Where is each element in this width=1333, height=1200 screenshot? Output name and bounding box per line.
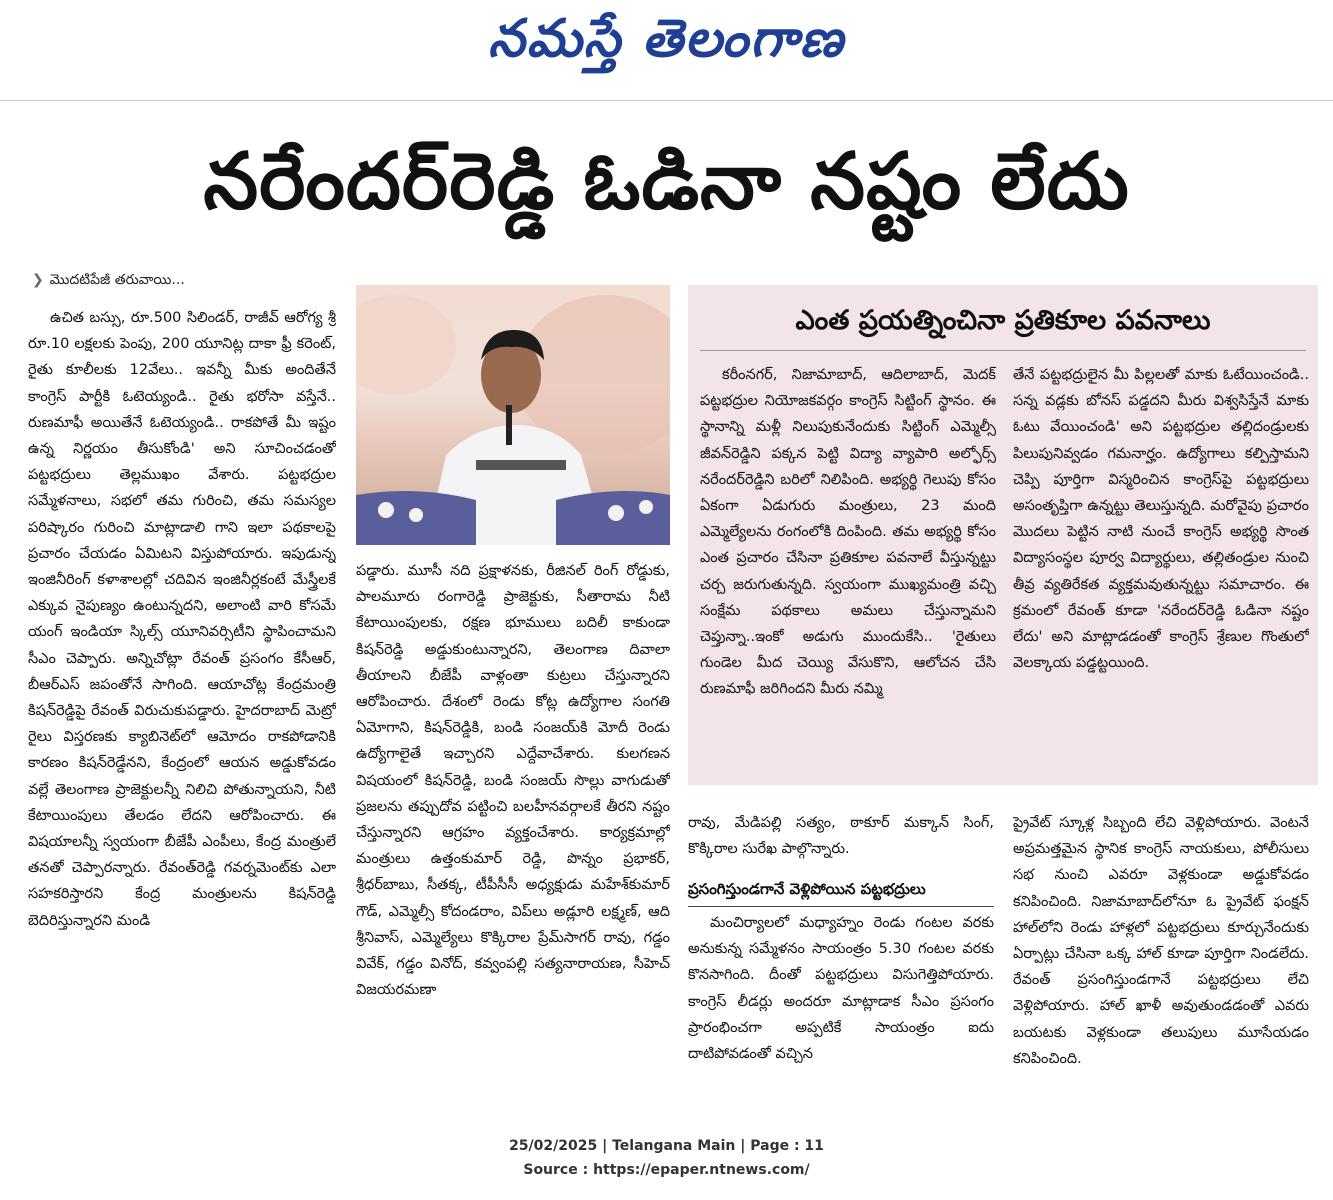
speaker-photo-illustration xyxy=(356,285,670,545)
chevron-right-icon: ❯ xyxy=(32,272,44,288)
masthead xyxy=(0,8,1333,80)
footer-date-line: 25/02/2025 | Telangana Main | Page : 11 xyxy=(509,1138,824,1154)
article-column-1-text: ఉచిత బస్సు, రూ.500 సిలిండర్, రాజీవ్ ఆరోగ్య శ్రీ రూ.10 లక్షలకు పెంపు, 200 యూనిట్ల దాకా ఫ్రీ కరెంట్, రైతు కూలీలకు 12వేలు.. ఇవన్నీ మీకు అందితేనే కాంగ్రెస్ పార్టీకి ఓటెయ్యండి.. రైతు భరోసా వస్తేనే.. రుణమాఫీ అయితేనే ఓటెయ్యండి.. రాకపోతే మీ ఇష్టం ఉన్న నిర్ణయం తీసుకోండి' అని సూచించడంతో పట్టభద్రులు తెల్లముఖం వేశారు. పట్టభద్రుల సమ్మేళనాలు, సభలో తమ గురించి, తమ సమస్యల పరిష్కారం గురించి మాట్లాడాలి గాని ఇలా పథకాలపై ప్రచారం చేయడం ఏమిటని విస్తుపోయారు. ఇపుడున్న ఇంజినీరింగ్ కళాశాలల్లో చదివిన ఇంజినీర్లకంటే మేస్త్రీలకే ఎక్కువ నైపుణ్యం ఉంటున్నదని, అలాంటి వారి కోసమే యంగ్ ఇండియా స్కిల్స్ యూనివర్సిటీని స్థాపించామని సీఎం చెప్పారు. అన్నిచోట్లా రేవంత్ ప్రసంగం కేసీఆర్, బీఆర్‌ఎస్ జపంతోనే సాగింది. ఆయాచోట్ల కేంద్రమంత్రి కిషన్‌రెడ్డిపై రేవంత్ విరుచుకుపడ్డారు. హైదరాబాద్ మెట్రో రైలు విస్తరణకు క్యాబినెట్‌లో ఆమోదం రాకపోడానికి కారణం కిషన్‌రెడ్డేనని, కేంద్రంలో ఆయన అడ్డుకోవడం వల్లే తెలంగాణ ప్రాజెక్టులన్నీ నిలిచి పోతున్నాయని, నీటి కేటాయింపులు తేలడం లేదని ఆరోపించారు. ఈ విషయాలన్నీ స్వయంగా బీజేపీ ఎంపీలు, కేంద్ర మంత్రులే తనతో చెప్పారన్నారు. రేవంత్‌రెడ్డి గవర్నమెంట్‌కు ఎలా సహకరిస్తారని కేంద్ర మంత్రులను కిషన్‌రెడ్డి బెదిరిస్తున్నారని మండి xyxy=(28,310,336,929)
headline: నరేందర్‌రెడ్డి ఓడినా నష్టం లేదు xyxy=(203,137,1130,227)
article-column-4-text: ప్రైవేట్ స్కూళ్ల సిబ్బంది లేచి వెళ్లిపోయారు. వెంటనే అప్రమత్తమైన స్థానిక కాంగ్రెస్ నాయకులు, పోలీసులు సభ నుంచి ఎవరూ వెళ్లకుండా అడ్డుకోవడం కనిపించింది. నిజామాబాద్‌లోనూ ఓ ప్రైవేట్ ఫంక్షన్ హాల్‌లోని రెండు హాళ్లలో పట్టభద్రులు కూర్చునేందుకు ఏర్పాట్లు చేసినా ఒక్క హాల్ కూడా పూర్తిగా నిండలేదు. రేవంత్ ప్రసంగిస్తుండగానే పట్టభద్రులు లేచి వెళ్లిపోయారు. హాల్ ఖాళీ అవుతుండడంతో ఎవరు బయటకు వెళ్లకుండా తలుపులు మూసేయడం కనిపించింది. xyxy=(1013,815,1309,1067)
article-column-2-text: పడ్డారు. మూసీ నది ప్రక్షాళనకు, రీజినల్ రింగ్ రోడ్డుకు, పాలమూరు రంగారెడ్డి ప్రాజెక్టుకు, సీతారామ నీటి కేటాయింపులకు, రక్షణ భూములు బదిలీ కాకుండా కిషన్‌రెడ్డి అడ్డుకుంటున్నారని, తెలంగాణ దివాలా తీయాలని బీజేపీ వాళ్లంతా కుట్రలు చేస్తున్నారని ఆరోపించారు. దేశంలో రెండు కోట్ల ఉద్యోగాల సంగతి ఏమోగాని, కిషన్‌రెడ్డికి, బండి సంజయ్‌కి మోదీ రెండు ఉద్యోగాలైతే ఇచ్చారని ఎద్దేవాచేశారు. కులగణన విషయంలో కిషన్‌రెడ్డి, బండి సంజయ్ సొల్లు వాగుడుతో ప్రజలను తప్పుదోవ పట్టించి బలహీనవర్గాలకే తీరని నష్టం చేస్తున్నారని ఆగ్రహం వ్యక్తంచేశారు. కార్యక్రమాల్లో మంత్రులు ఉత్తంకుమార్ రెడ్డి, పొన్నం ప్రభాకర్, శ్రీధర్‌బాబు, సీతక్క, టీపీసీసీ అధ్యక్షుడు మహేశ్‌కుమార్ గౌడ్, ఎమ్మెల్సీ కోదండరాం, విప్‌లు అడ్లూరి లక్ష్మణ్, ఆది శ్రీనివాస్, ఎమ్మెల్యేలు కొక్కిరాల ప్రేమ్‌సాగర్ రావు, గడ్డం వివేక్, గడ్డం వినోద్, కవ్వంపల్లి సత్యనారాయణ, సీహెచ్ విజయరమణా xyxy=(356,563,670,999)
sidebar-box-title: ఎంత ప్రయత్నించినా ప్రతికూల పవనాలు xyxy=(795,305,1211,336)
masthead-divider xyxy=(0,100,1333,101)
newspaper-logo: నమస్తే తెలంగాణ xyxy=(488,8,845,69)
continued-label xyxy=(32,272,185,291)
footer-source-line: Source : https://epaper.ntnews.com/ xyxy=(523,1162,810,1178)
sidebar-column-1 xyxy=(700,362,996,782)
article-column-4 xyxy=(1013,810,1309,1110)
continued-text: మొదటిపేజీ తరువాయి... xyxy=(49,272,185,288)
article-photo xyxy=(356,285,670,545)
sidebar-box-divider xyxy=(700,350,1306,351)
sidebar-column-2 xyxy=(1013,362,1309,782)
article-column-3-text: మంచిర్యాలలో మధ్యాహ్నం రెండు గంటల వరకు అనుకున్న సమ్మేళనం సాయంత్రం 5.30 గంటల వరకు కొనసాగింది. దీంతో పట్టభద్రులు విసుగెత్తిపోయారు. కాంగ్రెస్ లీడర్లు అందరూ మాట్లాడాక సీఎం ప్రసంగం ప్రారంభించగా అప్పటికే సాయంత్రం ఐదు దాటిపోవడంతో వచ్చిన xyxy=(688,915,994,1063)
article-column-3-top xyxy=(688,810,994,870)
article-column-2 xyxy=(356,558,670,1108)
sidebar-column-2-text: తేనే పట్టభద్రులైన మీ పిల్లలతో మాకు ఓటేయించండి.. సన్న వడ్లకు బోనస్ పడ్డదని మీరు విశ్వసిస్తేనే మాకు ఓటు వేయించండి' అని పట్టభద్రుల తల్లిదండ్రులకు పిలుపునివ్వడం గమనార్హం. ఉద్యోగాలు కల్పిస్తామని చెప్పి పూర్తిగా విస్మరించిన కాంగ్రెస్‌పై పట్టభద్రులు అసంతృప్తిగా ఉన్నట్టు తెలుస్తున్నది. మరోవైపు ప్రచారం మొదలు పెట్టిన నాటి నుంచే కాంగ్రెస్ అభ్యర్థి సొంత విద్యాసంస్థల పూర్వ విద్యార్థులు, తల్లితండ్రుల నుంచి తీవ్ర వ్యతిరేకత వ్యక్తమవుతున్నట్టు సమాచారం. ఈ క్రమంలో రేవంత్ కూడా 'నరేందర్‌రెడ్డి ఓడినా నష్టం లేదు' అని మాట్లాడడంతో కాంగ్రెస్ శ్రేణుల గొంతులో వెలక్కాయ పడ్డట్టయింది. xyxy=(1013,367,1309,672)
subheading: ప్రసంగిస్తుండగానే వెళ్లిపోయిన పట్టభద్రులు xyxy=(688,880,994,907)
article-column-3-top-text: రావు, మేడిపల్లి సత్యం, ఠాకూర్ మక్కాన్ సింగ్, కొక్కిరాల సురేఖ పాల్గొన్నారు. xyxy=(688,815,994,858)
article-column-1 xyxy=(28,305,336,1105)
article-column-3 xyxy=(688,910,994,1110)
sidebar-column-1-text: కరీంనగర్, నిజామాబాద్, ఆదిలాబాద్, మెదక్ పట్టభద్రుల నియోజకవర్గం కాంగ్రెస్ సిట్టింగ్ స్థానం. ఈ స్థానాన్ని మళ్లీ నిలుపుకునేందుకు సిట్టింగ్ ఎమ్మెల్సీ జీవన్‌రెడ్డిని పక్కన పెట్టి విద్యా వ్యాపారి అల్ఫోర్స్ నరేందర్‌రెడ్డిని బరిలో నిలిపింది. అభ్యర్థి గెలుపు కోసం ఏకంగా ఏడుగురు మంత్రులు, 23 మంది ఎమ్మెల్యేలను రంగంలోకి దింపింది. తమ అభ్యర్థి కోసం ఎంత ప్రచారం చేసినా ప్రతికూల పవనాలే వీస్తున్నట్టు చర్చ జరుగుతున్నది. స్వయంగా ముఖ్యమంత్రి వచ్చి సంక్షేమ పథకాలు అమలు చేస్తున్నామని చెప్తున్నా..ఇంకో అడుగు ముందుకేసి.. 'రైతులు గుండెల మీద చెయ్యి వేసుకొని, ఆలోచన చేసి రుణమాఫీ జరిగిందని మీరు నమ్మి xyxy=(700,367,996,698)
